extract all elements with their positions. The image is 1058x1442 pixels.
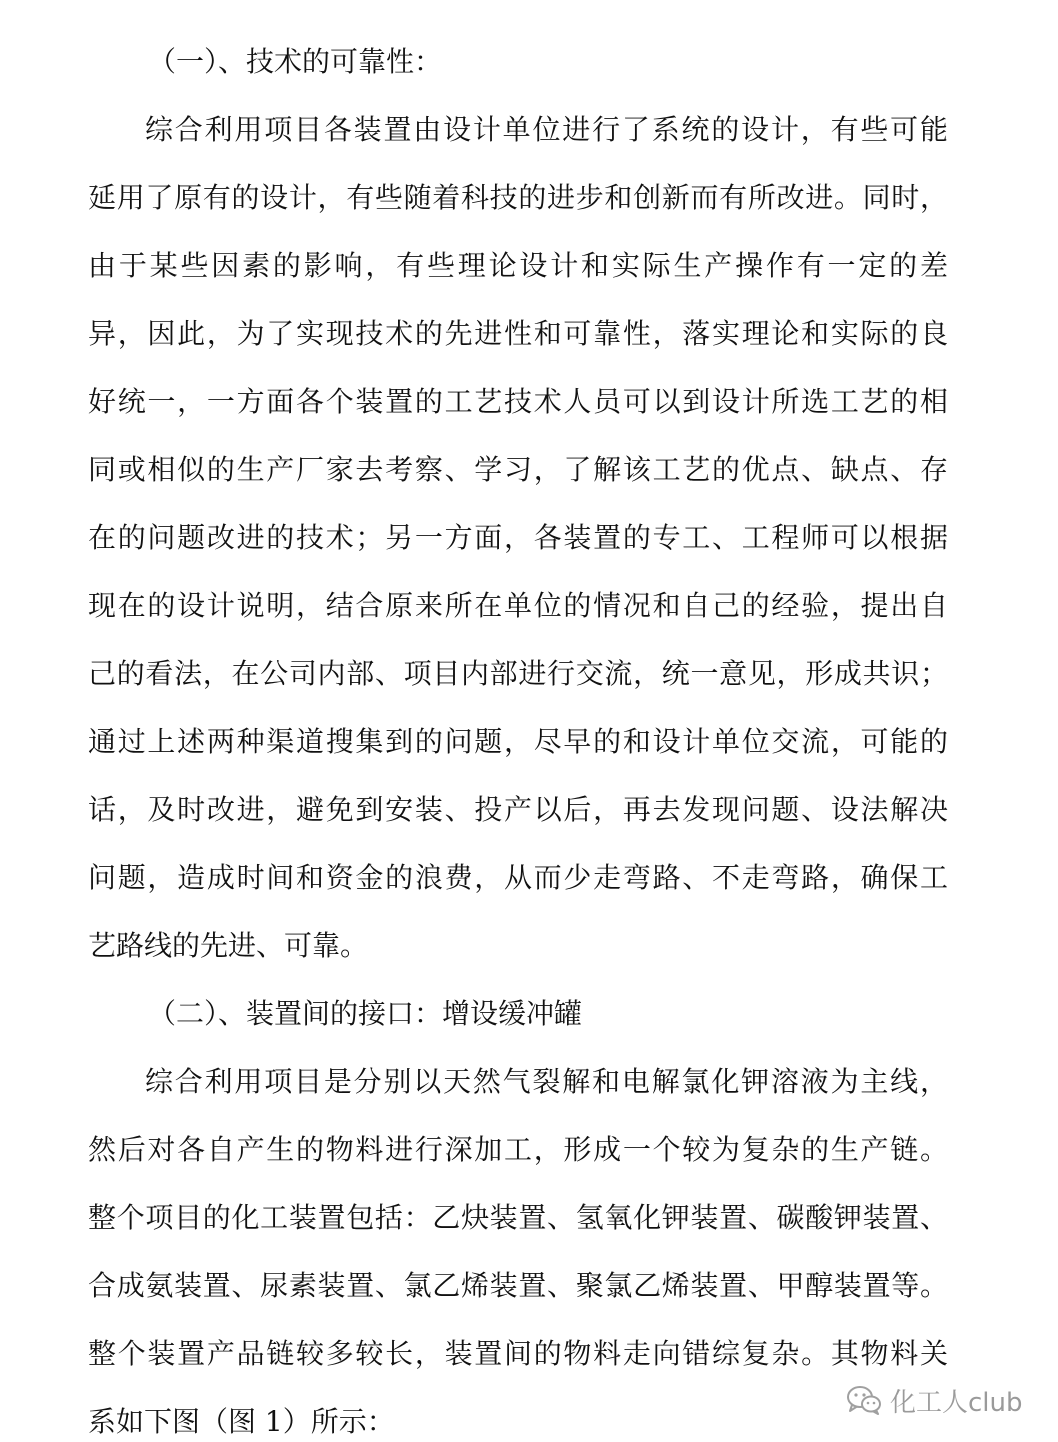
watermark xyxy=(846,1380,1023,1420)
section-2-line: 整个装置产品链较多较长，装置间的物料走向错综复杂。其物料关 xyxy=(88,1337,948,1370)
section-1-line: 综合利用项目各装置由设计单位进行了系统的设计，有些可能 xyxy=(145,113,948,146)
section-1-line: 现在的设计说明，结合原来所在单位的情况和自己的经验，提出自 xyxy=(88,589,948,622)
section-1-heading: （一）、技术的可靠性： xyxy=(148,45,443,78)
section-1-line: 己的看法，在公司内部、项目内部进行交流，统一意见，形成共识； xyxy=(88,657,948,690)
section-1-line: 由于某些因素的影响，有些理论设计和实际生产操作有一定的差 xyxy=(88,249,948,282)
section-1-line: 好统一，一方面各个装置的工艺技术人员可以到设计所选工艺的相 xyxy=(88,385,948,418)
wechat-icon xyxy=(846,1385,882,1415)
section-1-line: 问题，造成时间和资金的浪费，从而少走弯路、不走弯路，确保工 xyxy=(88,861,948,894)
section-2-heading: （二）、装置间的接口：增设缓冲罐 xyxy=(148,997,583,1030)
section-2-line: 合成氨装置、尿素装置、氯乙烯装置、聚氯乙烯装置、甲醇装置等。 xyxy=(88,1269,948,1302)
section-1-line: 同或相似的生产厂家去考察、学习，了解该工艺的优点、缺点、存 xyxy=(88,453,948,486)
section-2-line: 系如下图（图 1）所示： xyxy=(88,1405,395,1438)
section-1-line: 艺路线的先进、可靠。 xyxy=(88,929,369,962)
section-2-line: 然后对各自产生的物料进行深加工，形成一个较为复杂的生产链。 xyxy=(88,1133,948,1166)
section-1-line: 通过上述两种渠道搜集到的问题，尽早的和设计单位交流，可能的 xyxy=(88,725,948,758)
section-1-line: 话，及时改进，避免到安装、投产以后，再去发现问题、设法解决 xyxy=(88,793,948,826)
section-2-line: 综合利用项目是分别以天然气裂解和电解氯化钾溶液为主线， xyxy=(145,1065,948,1098)
section-1-line: 异，因此，为了实现技术的先进性和可靠性，落实理论和实际的良 xyxy=(88,317,948,350)
watermark-text: 化工人club xyxy=(890,1387,1023,1418)
section-1-line: 延用了原有的设计，有些随着科技的进步和创新而有所改进。同时， xyxy=(88,181,948,214)
section-1-line: 在的问题改进的技术；另一方面，各装置的专工、工程师可以根据 xyxy=(88,521,948,554)
section-2-line: 整个项目的化工装置包括：乙炔装置、氢氧化钾装置、碳酸钾装置、 xyxy=(88,1201,948,1234)
